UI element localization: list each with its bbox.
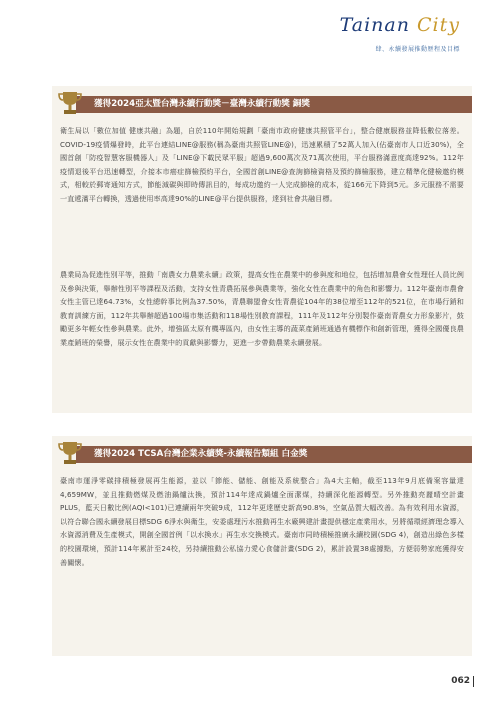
page-number-bar <box>473 676 475 687</box>
award-section-2 <box>52 436 472 656</box>
trophy-icon <box>58 440 82 466</box>
paragraph: 臺南市運淨零碳排積極發展再生能源，並以「節能、儲能、創能及系統整合」為4大主軸，截至113年9月底備案容量達4,659MW，並且推動燃煤及燃油鍋爐汰換，預計114年達成鍋爐全面潔煤，持續深化能源轉型。另外推動亮麗晴空計畫PLUS，藍天日數比例(AQI<101)已連續兩年突破9成，112年更達歷史新高90.8%，空氣品質大幅改善。為有效利用水資源，以符合聯合國永續發展目標SDG 6淨水與衛生，安委處理污水推動再生水廠興建計畫提供穩定產業用水，另將循環經濟理念導入水資源消費及生產模式，開創全國首例「以水換水」再生水交換模式。臺南市同時積極推廣永續校園(SDG 4)，創造出綠色多樣的校園環境，預計114年累計至24校，另持續推動公私協力愛心食儲計畫(SDG 2)，累計設置38處據點，方便弱勢家庭獲得安善關懷。 <box>60 476 464 567</box>
section-title: 獲得2024亞太暨台灣永續行動獎－臺灣永續行動獎 銅獎 <box>76 96 472 113</box>
chapter-subtitle: 肆、永續發展推動歷程及目標 <box>375 46 460 53</box>
award-section-1 <box>52 86 472 413</box>
paragraph: 農業局為促進性別平等，推動「南農女力農業永續」政策，提高女性在農業中的參與度和地位，包括增加農會女性理任人員比例及參與決策，舉辦性別平等課程及活動，支持女性青農拓展參與農業等，強化女性在農業中的角色和影響力。112年臺南市農會女性主管已達64.73%，女性總幹事比例為37.50%，青農聯盟會女性青農從104年的38位增至112年的521位，在市場行銷和教育訓練方面，112年共舉辦超過100場市集活動和118場性別教育課程，111年及112年分別製作臺南青農女力形象影片，鼓勵更多年輕女性參與農業。此外，增強區太原有機專區內，由女性主導的蔬菜產銷班通過有機標作和創新管理，獲得全國優良農業產銷班的榮譽，展示女性在農業中的貢獻與影響力，更進一步帶動農業永續發展。 <box>60 270 464 347</box>
page-number: 062 <box>451 676 470 686</box>
paragraph: 衛生局以「數位加值 健康共融」為題，自於110年開始規劃「臺南市政府健康共照管平台」，整合健康服務並降低數位落差。COVID-19疫情爆發時，此平台連結LINE@服務(稱為臺南共照管LINE@)，迅速累積了52萬人加入(佔臺南市人口近30%)，全國首創「防疫智慧客服機器人」及「LINE@下載民眾平服」超過9,600萬次及71萬次使用，平台服務滿意度高達92%。112年疫情退後平台迅速轉型，介接本市癌症篩檢預約平台，全國首創LINE@查詢篩檢資格及預約篩檢服務，建立精準化健檢邀約模式，相較於郵寄通知方式，節能減碳與即時傳訊目的，每成功邀約一人完成篩檢的成本，從166元下降到5元。多元服務不需要一直遞滿平台轉換，透過使用率高達90%的LINE@平台提供服務，達到社會共融目標。 <box>60 126 464 203</box>
trophy-icon <box>58 90 82 116</box>
logo-city: City <box>417 14 460 36</box>
tainan-city-logo <box>340 14 460 36</box>
section-title: 獲得2024 TCSA台灣企業永續獎-永續報告類組 白金獎 <box>76 446 472 463</box>
logo-main: Tainan <box>339 14 410 36</box>
